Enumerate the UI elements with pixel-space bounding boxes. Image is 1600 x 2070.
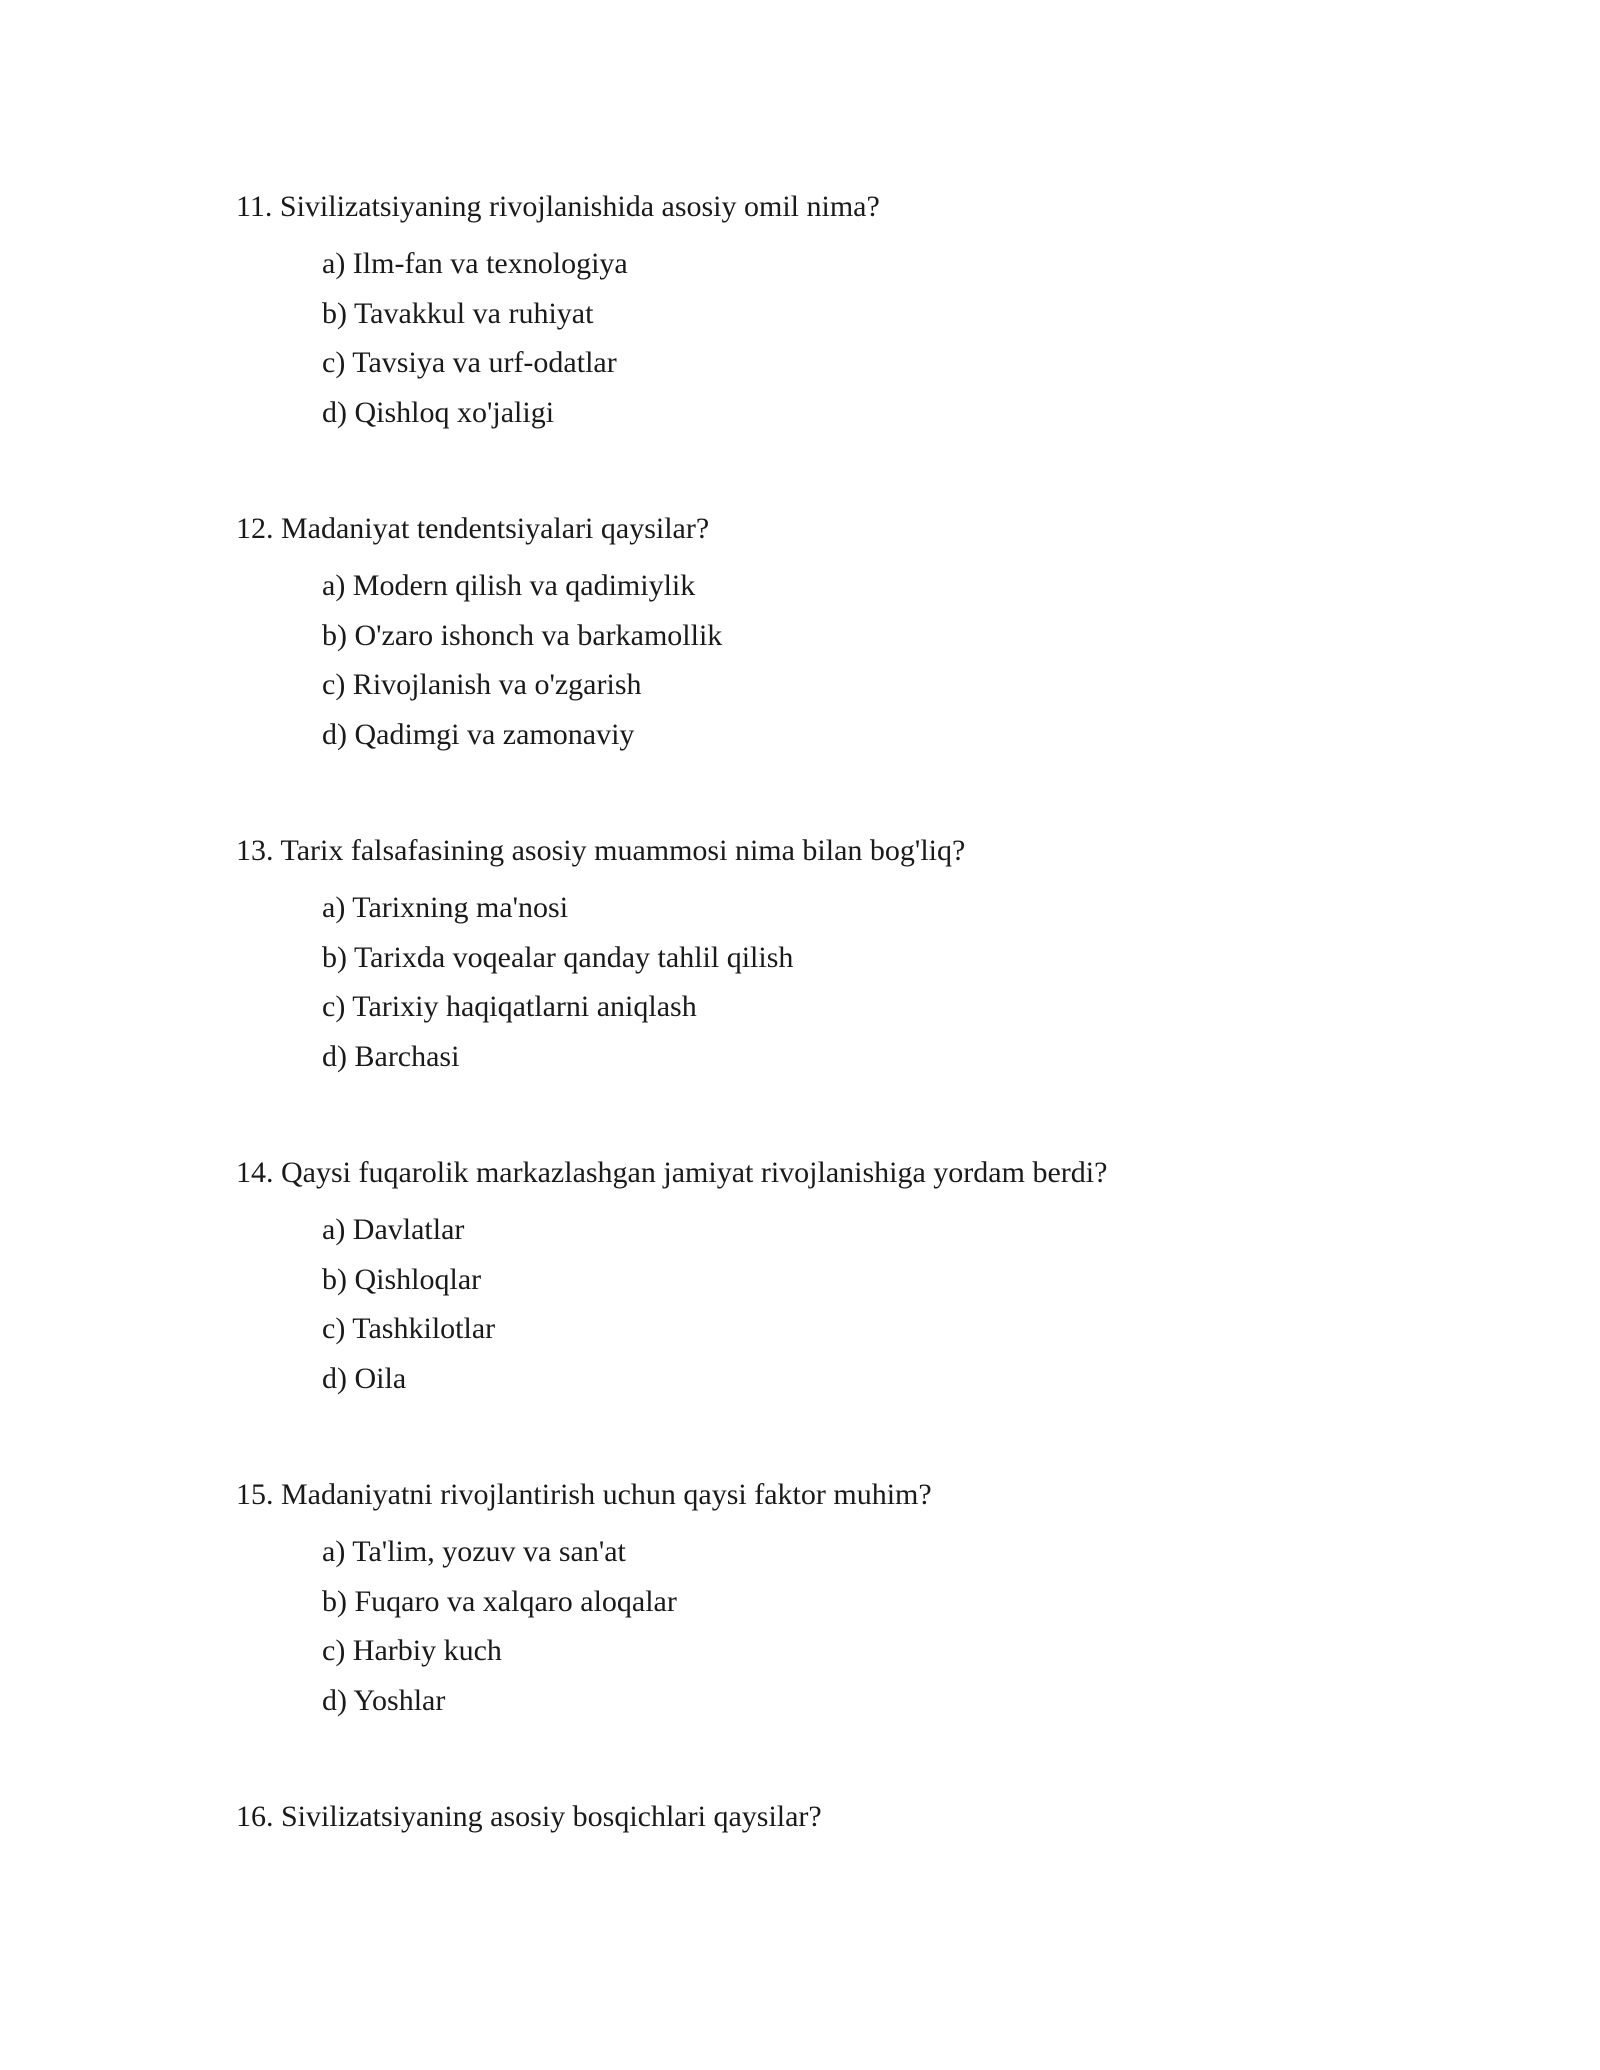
answer-option: a) Modern qilish va qadimiylik bbox=[322, 569, 696, 602]
question-text: 14. Qaysi fuqarolik markazlashgan jamiyat rivojlanishiga yordam berdi? bbox=[236, 1156, 1108, 1189]
answer-options bbox=[236, 1534, 1436, 1732]
question-text: 13. Tarix falsafasining asosiy muammosi nima bilan bog'liq? bbox=[236, 834, 966, 867]
answer-options bbox=[236, 568, 1436, 766]
answer-option: a) Ta'lim, yozuv va san'at bbox=[322, 1535, 626, 1568]
answer-options bbox=[236, 246, 1436, 444]
question-text: 15. Madaniyatni rivojlantirish uchun qaysi faktor muhim? bbox=[236, 1478, 932, 1511]
question-15 bbox=[236, 1477, 1436, 1732]
question-text: 12. Madaniyat tendentsiyalari qaysilar? bbox=[236, 512, 710, 545]
question-11 bbox=[236, 189, 1436, 444]
answer-option: b) O'zaro ishonch va barkamollik bbox=[322, 618, 723, 652]
question-text: 16. Sivilizatsiyaning asosiy bosqichlari qaysilar? bbox=[236, 1800, 822, 1833]
answer-option: c) Tashkilotlar bbox=[322, 1312, 496, 1345]
answer-option: b) Qishloqlar bbox=[322, 1262, 482, 1296]
answer-option: c) Tavsiya va urf-odatlar bbox=[322, 346, 617, 379]
answer-option: b) Tavakkul va ruhiyat bbox=[322, 296, 594, 330]
answer-option: d) Qadimgi va zamonaviy bbox=[322, 717, 635, 751]
question-14 bbox=[236, 1155, 1436, 1410]
answer-option: a) Davlatlar bbox=[322, 1213, 465, 1246]
answer-option: c) Rivojlanish va o'zgarish bbox=[322, 668, 642, 701]
question-12 bbox=[236, 511, 1436, 766]
question-16 bbox=[236, 1799, 1436, 1835]
answer-option: d) Oila bbox=[322, 1361, 407, 1395]
answer-option: a) Ilm-fan va texnologiya bbox=[322, 247, 628, 280]
answer-option: d) Barchasi bbox=[322, 1039, 460, 1073]
answer-option: a) Tarixning ma'nosi bbox=[322, 891, 569, 924]
answer-option: c) Harbiy kuch bbox=[322, 1634, 502, 1667]
answer-options bbox=[236, 890, 1436, 1088]
answer-option: c) Tarixiy haqiqatlarni aniqlash bbox=[322, 990, 697, 1023]
question-text: 11. Sivilizatsiyaning rivojlanishida asosiy omil nima? bbox=[236, 190, 880, 223]
answer-option: b) Tarixda voqealar qanday tahlil qilish bbox=[322, 940, 794, 974]
answer-option: b) Fuqaro va xalqaro aloqalar bbox=[322, 1584, 677, 1618]
answer-option: d) Yoshlar bbox=[322, 1683, 446, 1717]
answer-option: d) Qishloq xo'jaligi bbox=[322, 395, 555, 429]
answer-options bbox=[236, 1212, 1436, 1410]
question-13 bbox=[236, 833, 1436, 1088]
